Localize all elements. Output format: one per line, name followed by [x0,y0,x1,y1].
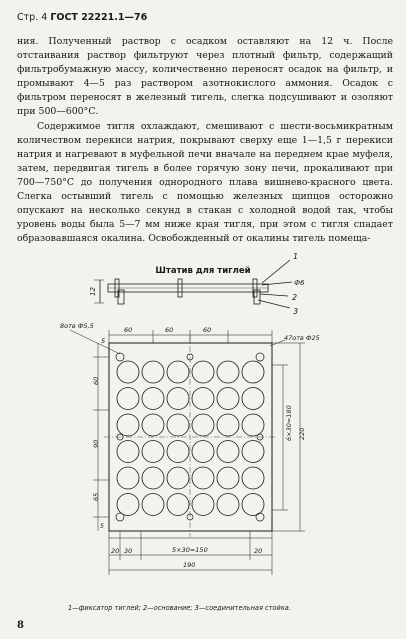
dim-left-65: 65 [92,492,100,501]
crucible-hole [117,361,139,383]
crucible-hole [167,441,189,463]
paragraph-2: Содержимое тигля охлаждают, смешивают с шести-восьмикратным количеством перекиси натрия, покрывают сверху еще 1—1,5 г перекиси натрия и нагревают в муфельной печи вначале на переднем крае муфеля, затем, передвигая тигель в более горячую зону печи, прокаливают при 700—750°С до получения однородного плава вишнево-красного цвета. Слегка остывший тигель с помощью железных щипцов осторожно опускают на несколько секунд в стакан с холодной водой так, чтобы уровень воды была 5—7 мм ниже края тигля, при этом с тигля спадает образовавшаяся окалина. Освобожденный от окалины тигель помеща- [17,120,393,245]
crucible-hole [242,441,264,463]
crucible-hole [217,361,239,383]
crucible-hole [142,441,164,463]
callout-3: 3 [293,307,299,316]
side-view-posts [115,279,260,304]
dim-fixator: Ф6 [294,279,305,287]
dim-bottom-20b: 20 [254,547,263,555]
crucible-hole [117,494,139,516]
dim-top-60a: 60 [124,326,133,334]
crucible-hole [167,388,189,410]
crucible-hole [167,467,189,489]
crucible-hole [242,467,264,489]
crucible-hole [117,467,139,489]
dim-left-5: 5 [100,523,104,530]
crucible-hole [217,388,239,410]
crucible-hole [142,361,164,383]
crucible-hole [142,388,164,410]
crucible-hole [142,494,164,516]
crucible-hole [217,441,239,463]
crucible-hole [117,388,139,410]
header-prefix: Стр. 4 [17,12,48,23]
figure-legend: 1—фиксатор тиглей; 2—основание; 3—соединительная стойка. [68,604,291,612]
crucible-hole [167,494,189,516]
crucible-hole [217,414,239,436]
crucible-hole [192,361,214,383]
dim-bolt: 8отв Ф5,5 [60,322,94,330]
crucible-hole [192,494,214,516]
crucible-hole [167,361,189,383]
crucible-hole [192,441,214,463]
dim-bottom-190: 190 [183,561,196,569]
dim-holes: 47отв Ф25 [284,334,320,342]
callout-1: 1 [293,252,299,261]
dim-top-60c: 60 [203,326,212,334]
crucible-hole [192,388,214,410]
crucible-holes [117,361,264,516]
dim-right-220: 220 [298,427,306,440]
header-title: ГОСТ 22221.1—76 [50,12,148,23]
crucible-hole [217,494,239,516]
crucible-hole [192,467,214,489]
crucible-hole [142,414,164,436]
dim-thickness: 12 [89,287,97,296]
dim-bottom-30: 30 [124,547,133,555]
dim-left-90: 90 [92,439,100,448]
crucible-hole [192,414,214,436]
page-number: 8 [17,620,24,631]
dim-left-60: 60 [92,376,100,385]
crucible-hole [242,414,264,436]
crucible-hole [167,414,189,436]
crucible-hole [242,361,264,383]
figure-caption: Штатив для тиглей [155,266,251,276]
dim-bottom-20a: 20 [111,547,120,555]
dim-right-6x30: 6×30=180 [285,405,293,441]
crucible-hole [117,414,139,436]
paragraph-1: ния. Полученный раствор с осадком оставляют на 12 ч. После отстаивания раствор фильтруют через плотный фильтр, содержащий фильтробумажную массу, количественно переносят осадок на фильтр, и промывают 4—5 раз раствором азотнокислого аммония. Осадок с фильтром переносят в железный тигель, слегка подсушивают и озоляют при 500—600°С. [17,36,393,118]
crucible-hole [242,494,264,516]
crucible-hole [117,441,139,463]
crucible-hole [217,467,239,489]
crucible-hole [142,467,164,489]
callout-2: 2 [292,293,298,302]
dim-top-60b: 60 [165,326,174,334]
dim-bottom-5x30: 5×30=150 [172,546,208,554]
crucible-hole [242,388,264,410]
dim-top-5: 5 [101,337,106,345]
